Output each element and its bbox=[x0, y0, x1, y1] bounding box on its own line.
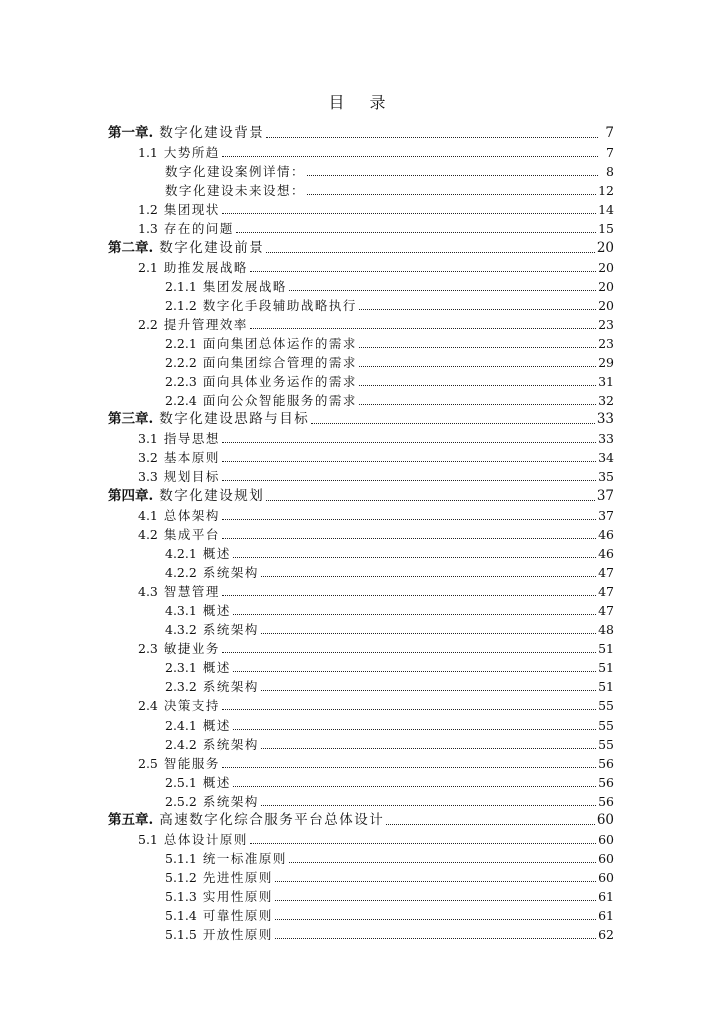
toc-entry-row[interactable] bbox=[108, 580, 614, 599]
toc-page-number: 47 bbox=[598, 583, 614, 599]
toc-entry-label bbox=[108, 584, 220, 599]
toc-entry-text: 概述 bbox=[202, 603, 231, 619]
toc-entry-text: 数字化建设思路与目标 bbox=[159, 411, 310, 428]
toc-entry-label bbox=[108, 679, 259, 694]
toc-entry-row[interactable] bbox=[108, 752, 614, 771]
toc-entry-number: 4.3 bbox=[138, 583, 158, 599]
toc-entry-row[interactable] bbox=[108, 160, 614, 179]
toc-page-number: 33 bbox=[596, 411, 614, 428]
dot-leader bbox=[275, 919, 596, 920]
toc-entry-row[interactable] bbox=[108, 923, 614, 942]
toc-entry-row[interactable] bbox=[108, 256, 614, 275]
dot-leader bbox=[236, 232, 596, 233]
toc-entry-label bbox=[108, 489, 264, 504]
toc-entry-label bbox=[108, 737, 259, 752]
toc-entry-label bbox=[108, 756, 220, 771]
toc-entry-number: 5.1.5 bbox=[165, 927, 197, 943]
toc-entry-row[interactable] bbox=[108, 389, 614, 408]
toc-entry-label bbox=[108, 775, 231, 790]
toc-entry-label bbox=[108, 546, 231, 561]
toc-entry-number: 2.2.3 bbox=[165, 374, 197, 390]
toc-entry-number: 第一章. bbox=[108, 125, 154, 142]
dot-leader bbox=[311, 423, 595, 424]
toc-entry-text: 面向具体业务运作的需求 bbox=[202, 374, 357, 390]
toc-entry-number: 2.5.1 bbox=[165, 774, 197, 790]
toc-entry-row[interactable] bbox=[108, 618, 614, 637]
toc-entry-label bbox=[108, 374, 357, 389]
toc-entry-label bbox=[108, 126, 264, 141]
toc-entry-row[interactable] bbox=[108, 294, 614, 313]
toc-entry-number: 2.4 bbox=[138, 698, 158, 714]
toc-entry-number: 5.1.3 bbox=[165, 889, 197, 905]
toc-page-number: 61 bbox=[598, 908, 614, 924]
toc-page-number: 35 bbox=[598, 469, 614, 485]
toc-page-number: 55 bbox=[598, 698, 614, 714]
dot-leader bbox=[250, 843, 596, 844]
toc-page-number: 60 bbox=[598, 870, 614, 886]
toc-entry-number: 2.3.1 bbox=[165, 660, 197, 676]
toc-entry-number: 5.1.4 bbox=[165, 908, 197, 924]
toc-entry-number: 4.3.2 bbox=[165, 622, 197, 638]
dot-leader bbox=[307, 175, 598, 176]
toc-entry-label bbox=[108, 908, 273, 923]
toc-entry-label bbox=[108, 641, 220, 656]
toc-entry-row[interactable] bbox=[108, 141, 614, 160]
toc-entry-number: 第四章. bbox=[108, 487, 154, 504]
dot-leader bbox=[222, 442, 596, 443]
dot-leader bbox=[275, 881, 596, 882]
toc-entry-row[interactable] bbox=[108, 198, 614, 217]
toc-entry-label bbox=[108, 622, 259, 637]
toc-entry-text: 系统架构 bbox=[202, 736, 259, 752]
toc-entry-text: 统一标准原则 bbox=[202, 851, 287, 867]
toc-entry-label bbox=[108, 183, 305, 198]
toc-entry-number: 2.2 bbox=[138, 316, 158, 332]
dot-leader bbox=[222, 461, 596, 462]
toc-entry-number: 2.4.1 bbox=[165, 717, 197, 733]
toc-entry-text: 智能服务 bbox=[163, 755, 220, 771]
toc-entry-label bbox=[108, 927, 273, 942]
dot-leader bbox=[359, 366, 596, 367]
toc-entry-text: 可靠性原则 bbox=[202, 908, 273, 924]
toc-entry-text: 面向公众智能服务的需求 bbox=[202, 393, 357, 409]
toc-page-number: 47 bbox=[598, 564, 614, 580]
toc-entry-row[interactable] bbox=[108, 733, 614, 752]
toc-entry-number: 4.2.1 bbox=[165, 545, 197, 561]
toc-entry-label bbox=[108, 317, 248, 332]
toc-entry-text: 基本原则 bbox=[163, 450, 220, 466]
dot-leader bbox=[222, 709, 596, 710]
dot-leader bbox=[222, 156, 598, 157]
toc-entry-label bbox=[108, 431, 220, 446]
toc-entry-row[interactable] bbox=[108, 866, 614, 885]
toc-entry-row[interactable] bbox=[108, 637, 614, 656]
dot-leader bbox=[222, 538, 596, 539]
toc-entry-number: 2.4.2 bbox=[165, 736, 197, 752]
toc-entry-text: 数字化建设背景 bbox=[159, 125, 265, 142]
toc-entry-text: 面向集团综合管理的需求 bbox=[202, 355, 357, 371]
dot-leader bbox=[250, 271, 596, 272]
toc-entry-label bbox=[108, 241, 264, 256]
toc-entry-text: 高速数字化综合服务平台总体设计 bbox=[159, 811, 385, 828]
toc-entry-text: 规划目标 bbox=[163, 469, 220, 485]
dot-leader bbox=[275, 938, 596, 939]
toc-page-number: 23 bbox=[598, 335, 614, 351]
toc-page-number: 51 bbox=[598, 641, 614, 657]
toc-entry-text: 系统架构 bbox=[202, 622, 259, 638]
page-title: 目 录 bbox=[328, 93, 396, 112]
toc-page-number: 51 bbox=[598, 679, 614, 695]
toc-entry-label bbox=[108, 202, 220, 217]
toc-entry-number: 3.1 bbox=[138, 431, 158, 447]
toc-entry-number: 2.5 bbox=[138, 755, 158, 771]
toc-entry-number: 4.3.1 bbox=[165, 603, 197, 619]
toc-page-number: 7 bbox=[605, 125, 614, 142]
toc-entry-row[interactable] bbox=[108, 771, 614, 790]
toc-entry-label bbox=[108, 221, 234, 236]
toc-entry-number: 2.1 bbox=[138, 259, 158, 275]
toc-entry-label bbox=[108, 603, 231, 618]
toc-entry-number: 2.1.1 bbox=[165, 278, 197, 294]
toc-entry-text: 概述 bbox=[202, 774, 231, 790]
dot-leader bbox=[233, 729, 596, 730]
dot-leader bbox=[307, 194, 596, 195]
toc-page-number: 48 bbox=[598, 622, 614, 638]
dot-leader bbox=[266, 500, 595, 501]
toc-page-number: 56 bbox=[598, 755, 614, 771]
toc-entry-row[interactable] bbox=[108, 504, 614, 523]
toc-entry-text: 面向集团总体运作的需求 bbox=[202, 335, 357, 351]
toc-entry-text: 集团发展战略 bbox=[202, 278, 287, 294]
toc-entry-label bbox=[108, 260, 248, 275]
toc-page-number: 37 bbox=[596, 487, 614, 504]
toc-page-number: 23 bbox=[598, 316, 614, 332]
toc-entry-label bbox=[108, 889, 273, 904]
toc-entry-number: 1.1 bbox=[138, 145, 158, 161]
toc-entry-number: 4.2 bbox=[138, 526, 158, 542]
toc-entry-label bbox=[108, 393, 357, 408]
toc-entry-number: 3.3 bbox=[138, 469, 158, 485]
toc-entry-number: 5.1 bbox=[138, 831, 158, 847]
toc-entry-label bbox=[108, 698, 220, 713]
toc-entry-text: 概述 bbox=[202, 545, 231, 561]
toc-page-number: 60 bbox=[598, 831, 614, 847]
toc-entry-number: 4.2.2 bbox=[165, 564, 197, 580]
toc-entry-text: 数字化建设案例详情： bbox=[165, 164, 306, 180]
toc-entry-text: 先进性原则 bbox=[202, 870, 273, 886]
toc-entry-label bbox=[108, 336, 357, 351]
toc-entry-text: 集团现状 bbox=[163, 202, 220, 218]
toc-entry-text: 大势所趋 bbox=[163, 145, 220, 161]
toc-entry-row[interactable] bbox=[108, 332, 614, 351]
toc-entry-label bbox=[108, 298, 357, 313]
toc-entry-number: 5.1.1 bbox=[165, 851, 197, 867]
toc-page-number: 47 bbox=[598, 603, 614, 619]
table-of-contents bbox=[108, 122, 614, 942]
toc-entry-text: 智慧管理 bbox=[163, 583, 220, 599]
dot-leader bbox=[386, 824, 595, 825]
toc-entry-number: 2.2.1 bbox=[165, 335, 197, 351]
toc-entry-text: 实用性原则 bbox=[202, 889, 273, 905]
toc-entry-text: 敏捷业务 bbox=[163, 641, 220, 657]
toc-entry-row[interactable] bbox=[108, 370, 614, 389]
toc-entry-label bbox=[108, 851, 287, 866]
dot-leader bbox=[261, 748, 596, 749]
toc-entry-text: 总体设计原则 bbox=[163, 831, 248, 847]
toc-entry-label bbox=[108, 355, 357, 370]
toc-entry-row[interactable] bbox=[108, 828, 614, 847]
toc-entry-row[interactable] bbox=[108, 446, 614, 465]
toc-entry-text: 开放性原则 bbox=[202, 927, 273, 943]
toc-page-number: 31 bbox=[598, 374, 614, 390]
dot-leader bbox=[233, 671, 596, 672]
toc-page-number: 56 bbox=[598, 774, 614, 790]
dot-leader bbox=[233, 614, 596, 615]
toc-page-number: 55 bbox=[598, 717, 614, 733]
dot-leader bbox=[266, 137, 598, 138]
toc-entry-row[interactable] bbox=[108, 599, 614, 618]
toc-chapter-row[interactable] bbox=[108, 809, 614, 828]
toc-entry-number: 2.3.2 bbox=[165, 679, 197, 695]
toc-entry-text: 决策支持 bbox=[163, 698, 220, 714]
toc-page-number: 32 bbox=[598, 393, 614, 409]
toc-entry-row[interactable] bbox=[108, 465, 614, 484]
toc-page-number: 33 bbox=[598, 431, 614, 447]
dot-leader bbox=[289, 862, 596, 863]
toc-page-number: 46 bbox=[598, 526, 614, 542]
toc-entry-row[interactable] bbox=[108, 275, 614, 294]
toc-entry-text: 系统架构 bbox=[202, 564, 259, 580]
toc-entry-row[interactable] bbox=[108, 561, 614, 580]
toc-entry-label bbox=[108, 660, 231, 675]
toc-entry-text: 提升管理效率 bbox=[163, 316, 248, 332]
toc-page-number: 8 bbox=[606, 164, 614, 180]
toc-page-number: 15 bbox=[598, 221, 614, 237]
toc-page-number: 29 bbox=[598, 355, 614, 371]
toc-entry-number: 2.2.4 bbox=[165, 393, 197, 409]
toc-entry-number: 1.3 bbox=[138, 221, 158, 237]
toc-entry-row[interactable] bbox=[108, 351, 614, 370]
toc-entry-row[interactable] bbox=[108, 523, 614, 542]
toc-page-number: 51 bbox=[598, 660, 614, 676]
dot-leader bbox=[261, 690, 596, 691]
toc-page-number: 14 bbox=[598, 202, 614, 218]
dot-leader bbox=[261, 633, 596, 634]
dot-leader bbox=[222, 519, 596, 520]
dot-leader bbox=[222, 767, 596, 768]
toc-entry-text: 指导思想 bbox=[163, 431, 220, 447]
toc-page-number: 7 bbox=[606, 145, 614, 161]
toc-chapter-row[interactable] bbox=[108, 484, 614, 503]
toc-entry-text: 系统架构 bbox=[202, 679, 259, 695]
dot-leader bbox=[233, 786, 596, 787]
toc-entry-text: 助推发展战略 bbox=[163, 259, 248, 275]
toc-page-number: 12 bbox=[598, 183, 614, 199]
toc-entry-label bbox=[108, 565, 259, 580]
toc-entry-label bbox=[108, 527, 220, 542]
toc-entry-row[interactable] bbox=[108, 217, 614, 236]
toc-entry-label bbox=[108, 450, 220, 465]
dot-leader bbox=[266, 252, 595, 253]
toc-entry-number: 2.5.2 bbox=[165, 793, 197, 809]
toc-page-number: 20 bbox=[598, 259, 614, 275]
dot-leader bbox=[233, 557, 596, 558]
toc-entry-label bbox=[108, 508, 220, 523]
dot-leader bbox=[289, 290, 596, 291]
toc-entry-row[interactable] bbox=[108, 427, 614, 446]
dot-leader bbox=[275, 900, 596, 901]
toc-entry-row[interactable] bbox=[108, 675, 614, 694]
toc-entry-text: 概述 bbox=[202, 660, 231, 676]
toc-page-number: 60 bbox=[598, 851, 614, 867]
dot-leader bbox=[261, 805, 596, 806]
dot-leader bbox=[222, 213, 596, 214]
dot-leader bbox=[222, 652, 596, 653]
toc-entry-text: 概述 bbox=[202, 717, 231, 733]
toc-entry-label bbox=[108, 145, 220, 160]
toc-entry-row[interactable] bbox=[108, 885, 614, 904]
toc-entry-label bbox=[108, 794, 259, 809]
toc-entry-number: 2.2.2 bbox=[165, 355, 197, 371]
toc-page-number: 46 bbox=[598, 545, 614, 561]
toc-page-number: 60 bbox=[596, 811, 614, 828]
toc-page-number: 20 bbox=[596, 239, 614, 256]
toc-entry-label bbox=[108, 279, 287, 294]
toc-entry-number: 2.1.2 bbox=[165, 297, 197, 313]
toc-entry-row[interactable] bbox=[108, 847, 614, 866]
toc-page-number: 55 bbox=[598, 736, 614, 752]
toc-entry-text: 总体架构 bbox=[163, 507, 220, 523]
dot-leader bbox=[250, 328, 596, 329]
toc-entry-text: 数字化手段辅助战略执行 bbox=[202, 297, 357, 313]
toc-entry-row[interactable] bbox=[108, 904, 614, 923]
toc-page-number: 62 bbox=[598, 927, 614, 943]
dot-leader bbox=[222, 480, 596, 481]
toc-entry-label bbox=[108, 718, 231, 733]
toc-chapter-row[interactable] bbox=[108, 122, 614, 141]
toc-page-number: 37 bbox=[598, 507, 614, 523]
toc-entry-row[interactable] bbox=[108, 790, 614, 809]
toc-entry-number: 5.1.2 bbox=[165, 870, 197, 886]
toc-chapter-row[interactable] bbox=[108, 236, 614, 255]
toc-entry-number: 第二章. bbox=[108, 239, 154, 256]
toc-entry-number: 1.2 bbox=[138, 202, 158, 218]
toc-entry-label bbox=[108, 412, 309, 427]
toc-entry-label bbox=[108, 469, 220, 484]
toc-page-number: 20 bbox=[598, 297, 614, 313]
dot-leader bbox=[359, 385, 596, 386]
toc-entry-text: 数字化建设规划 bbox=[159, 487, 265, 504]
toc-entry-row[interactable] bbox=[108, 656, 614, 675]
toc-entry-number: 第三章. bbox=[108, 411, 154, 428]
dot-leader bbox=[359, 309, 596, 310]
toc-chapter-row[interactable] bbox=[108, 408, 614, 427]
toc-entry-number: 4.1 bbox=[138, 507, 158, 523]
toc-entry-row[interactable] bbox=[108, 542, 614, 561]
toc-entry-label bbox=[108, 813, 384, 828]
toc-page-number: 56 bbox=[598, 793, 614, 809]
toc-page-number: 61 bbox=[598, 889, 614, 905]
dot-leader bbox=[261, 576, 596, 577]
toc-page-number: 34 bbox=[598, 450, 614, 466]
toc-entry-row[interactable] bbox=[108, 694, 614, 713]
toc-entry-row[interactable] bbox=[108, 179, 614, 198]
toc-entry-row[interactable] bbox=[108, 713, 614, 732]
toc-entry-label bbox=[108, 870, 273, 885]
toc-entry-text: 数字化建设未来设想： bbox=[165, 183, 306, 199]
toc-entry-number: 2.3 bbox=[138, 641, 158, 657]
dot-leader bbox=[359, 404, 596, 405]
toc-entry-text: 数字化建设前景 bbox=[159, 239, 265, 256]
dot-leader bbox=[359, 347, 596, 348]
toc-entry-number: 第五章. bbox=[108, 811, 154, 828]
toc-entry-label bbox=[108, 832, 248, 847]
toc-page-number: 20 bbox=[598, 278, 614, 294]
toc-entry-number: 3.2 bbox=[138, 450, 158, 466]
toc-entry-text: 系统架构 bbox=[202, 793, 259, 809]
toc-entry-row[interactable] bbox=[108, 313, 614, 332]
toc-entry-label bbox=[108, 164, 305, 179]
dot-leader bbox=[222, 595, 596, 596]
toc-entry-text: 存在的问题 bbox=[163, 221, 234, 237]
toc-entry-text: 集成平台 bbox=[163, 526, 220, 542]
